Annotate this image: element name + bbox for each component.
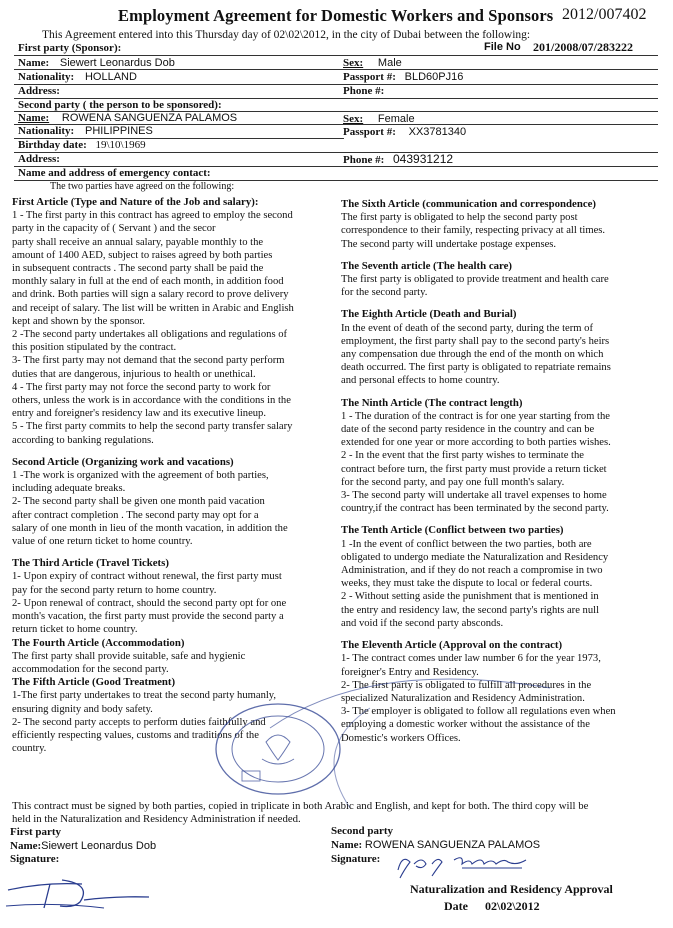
- first-nationality-row: [18, 71, 137, 83]
- article-heading: The Ninth Article (The contract length): [341, 396, 523, 409]
- article-heading: The Tenth Article (Conflict between two parties): [341, 524, 564, 537]
- spacer: [12, 548, 337, 557]
- article-line: after contract completion . The second party may opt for a: [12, 509, 259, 521]
- article-line: Domestic's workers Offices.: [341, 732, 461, 744]
- first-passport-row: [343, 71, 463, 83]
- divider: [14, 69, 658, 70]
- second-name-label: Name:: [18, 112, 50, 124]
- right-articles-column: [341, 198, 671, 745]
- second-signature-label: Signature:: [331, 853, 381, 865]
- second-nationality-value: PHILIPPINES: [84, 125, 153, 137]
- article-line: in subsequent contracts . The second party shall be paid the: [12, 263, 264, 275]
- spacer: [341, 299, 671, 308]
- second-nationality-label: Nationality:: [18, 125, 75, 137]
- second-birthday-label: Birthday date:: [18, 139, 87, 151]
- second-birthday-row: [18, 139, 146, 151]
- article-line: extended for one year or more according to both parties wishes.: [341, 437, 611, 449]
- first-phone-label: Phone #:: [343, 85, 385, 97]
- article-heading: The Eighth Article (Death and Burial): [341, 308, 517, 321]
- article-line: for the second party, and pay one full month's salary.: [341, 476, 565, 488]
- article-line: contract before turn, the first party must provide a return ticket: [341, 463, 607, 475]
- spacer: [12, 447, 337, 456]
- article-line: for the second party.: [341, 287, 428, 299]
- first-passport-value: BLD60PJ16: [404, 71, 464, 83]
- article-line: date of the second party residence in the country and can be: [341, 424, 595, 436]
- first-footer-name-value: Siewert Leonardus Dob: [41, 840, 157, 852]
- footer-note: [12, 800, 672, 826]
- article-line: 1 -The work is organized with the agreement of both parties,: [12, 470, 269, 482]
- article-line: 3- The second party will undertake all travel expenses to home: [341, 490, 607, 502]
- approval-date-value: 02\02\2012: [485, 899, 540, 913]
- second-footer-name-label: Name:: [331, 839, 363, 851]
- article-line: 2- Upon renewal of contract, should the second party opt for one: [12, 597, 287, 609]
- approval-text: Naturalization and Residency Approval: [410, 882, 613, 896]
- first-address-label: Address:: [18, 85, 60, 97]
- article-line: 1 - The duration of the contract is for one year starting from the: [341, 410, 610, 422]
- second-phone-row: [343, 152, 453, 166]
- article-line: this position stipulated by the contract.: [12, 342, 177, 354]
- first-party-heading: First party (Sponsor):: [18, 42, 122, 54]
- second-name-row: [18, 112, 237, 124]
- article-line: 2 -The second party undertakes all obligations and regulations of: [12, 329, 288, 341]
- article-line: weeks, they must take the dispute to local or federal courts.: [341, 578, 593, 590]
- article-line: The first party is obligated to provide treatment and health care: [341, 274, 609, 286]
- article-line: 2 - Without setting aside the punishment that is mentioned in: [341, 591, 599, 603]
- first-party-footer-name: [10, 840, 156, 852]
- article-line: 2- The first party is obligated to fulfill all procedures in the: [341, 679, 592, 691]
- second-birthday-value: 19\10\1969: [95, 139, 146, 151]
- article-line: any compensation due through the end of the month on which: [341, 349, 604, 361]
- document-title: Employment Agreement for Domestic Workers and Sponsors: [118, 6, 554, 25]
- second-passport-value: XX3781340: [408, 126, 467, 138]
- article-line: foreigner's Entry and Residency.: [341, 666, 479, 678]
- article-line: 2- The second party accepts to perform duties faithfully and: [12, 716, 266, 728]
- file-no-label: File No: [484, 41, 521, 53]
- article-line: the entry and residency law, the second party's rights are null: [341, 604, 600, 616]
- article-heading: The Fifth Article (Good Treatment): [12, 676, 176, 689]
- second-footer-name-value: ROWENA SANGUENZA PALAMOS: [364, 839, 541, 851]
- file-no-value: 201/2008/07/283222: [533, 40, 634, 54]
- article-line: employing a domestic worker without the assistance of the: [341, 719, 590, 731]
- first-sex-row: [343, 57, 402, 69]
- second-phone-value: 043931212: [393, 152, 454, 166]
- article-line: duties that are dangerous, injurious to health or unethical.: [12, 368, 256, 380]
- first-name-label: Name:: [18, 57, 50, 69]
- article-heading: Second Article (Organizing work and vacations): [12, 455, 234, 468]
- article-line: 1- The contract comes under law number 6 for the year 1973,: [341, 653, 601, 665]
- divider: [14, 55, 658, 56]
- second-phone-label: Phone #:: [343, 154, 385, 166]
- second-passport-label: Passport #:: [343, 126, 396, 138]
- stamp-outline: [250, 668, 670, 818]
- intro-text: This Agreement entered into this Thursday day of 02\02\2012, in the city of Dubai between the following:: [42, 29, 531, 41]
- article-line: pay for the second party return to home country.: [12, 584, 217, 596]
- article-heading: The Third Article (Travel Tickets): [12, 557, 169, 570]
- article-line: country,if the contract has been terminated by the second party.: [341, 503, 609, 515]
- article-line: others, unless the work is in accordance with the conditions in the: [12, 395, 291, 407]
- article-line: The second party will undertake postage expenses.: [341, 238, 557, 250]
- first-name-value: Siewert Leonardus Dob: [59, 57, 175, 69]
- article-line: ensuring dignity and body safety.: [12, 703, 153, 715]
- second-nationality-row: [18, 125, 153, 137]
- article-line: and receipt of salary. The list will be written in Arabic and English: [12, 302, 294, 314]
- second-sex-label: Sex:: [343, 113, 364, 125]
- article-line: 5 - The first party commits to help the second party transfer salary: [12, 421, 293, 433]
- divider: [14, 152, 658, 153]
- article-line: efficiently respecting values, customs and traditions of the: [12, 729, 259, 741]
- article-line: employment, the first party shall pay to the second party's heirs: [341, 335, 610, 347]
- article-line: In the event of death of the second party, during the term of: [341, 322, 594, 334]
- article-line: 3- The first party may not demand that the second party perform: [12, 355, 285, 367]
- first-party-footer-label: First party: [10, 826, 62, 838]
- first-party-signature: [4, 866, 154, 916]
- second-passport-row: [343, 126, 466, 138]
- article-heading: The Eleventh Article (Approval on the contract): [341, 639, 563, 652]
- article-line: 3- The employer is obligated to follow all regulations even when: [341, 706, 616, 718]
- article-line: kept and shown by the sponsor.: [12, 315, 146, 327]
- spacer: [341, 251, 671, 260]
- article-line: 1-The first party undertakes to treat the second party humanly,: [12, 690, 277, 702]
- article-line: monthly salary in full at the end of each month, in addition food: [12, 276, 284, 288]
- first-sex-label: Sex:: [343, 57, 364, 69]
- article-line: Administration, and if they do not reach a compromise in two: [341, 565, 603, 577]
- article-line: accommodation for the second party.: [12, 663, 169, 675]
- article-line: 2 - In the event that the first party wishes to terminate the: [341, 450, 584, 462]
- article-line: 2- The second party shall be given one month paid vacation: [12, 496, 265, 508]
- first-nationality-label: Nationality:: [18, 71, 75, 83]
- article-line: obligated to undergo mediate the Naturalization and Residency: [341, 551, 609, 563]
- divider: [14, 84, 658, 85]
- article-line: and drink. Both parties will sign a salary record to prove delivery: [12, 289, 289, 301]
- article-line: including adequate breaks.: [12, 483, 126, 495]
- article-line: entry and foreigner's residency law and its executive lineup.: [12, 408, 267, 420]
- article-line: according to banking regulations.: [12, 434, 154, 446]
- first-passport-label: Passport #:: [343, 71, 396, 83]
- spacer: [341, 630, 671, 639]
- emergency-contact-label: Name and address of emergency contact:: [18, 167, 211, 179]
- spacer: [341, 388, 671, 397]
- article-line: specialized Naturalization and Residency Administration.: [341, 692, 585, 704]
- article-line: amount of 1400 AED, subject to raises agreed by both parties: [12, 249, 273, 261]
- article-line: 1 - The first party in this contract has agreed to employ the second: [12, 210, 293, 222]
- article-line: party in the capacity of ( Servant ) and the secor: [12, 223, 216, 235]
- article-line: The first party is obligated to help the second party post: [341, 212, 578, 224]
- article-line: value of one return ticket to home country.: [12, 536, 193, 548]
- agreed-text: The two parties have agreed on the following:: [50, 181, 235, 192]
- article-line: salary of one month in lieu of the month vacation, in addition the: [12, 522, 288, 534]
- first-signature-label: Signature:: [10, 853, 60, 865]
- article-line: 1- Upon expiry of contract without renewal, the first party must: [12, 571, 282, 583]
- footer-line-1: This contract must be signed by both parties, copied in triplicate in both Arabic and English, and kept for both. The third copy will be: [12, 800, 589, 812]
- footer-line-2: held in the Naturalization and Residency Administration if needed.: [12, 813, 301, 825]
- article-line: and personal effects to home country.: [341, 375, 500, 387]
- approval-date: [444, 899, 540, 914]
- second-party-heading: Second party ( the person to be sponsored):: [18, 99, 222, 111]
- article-line: death occurred. The first party is obligated to repatriate remains: [341, 362, 611, 374]
- article-line: party shall receive an annual salary, payable monthly to the: [12, 236, 264, 248]
- article-line: and void if the second party absconds.: [341, 617, 504, 629]
- spacer: [341, 515, 671, 524]
- second-party-signature: [392, 848, 532, 880]
- article-line: return ticket to home country.: [12, 624, 138, 636]
- first-footer-name-label: Name:: [10, 840, 42, 852]
- article-line: The first party shall provide suitable, safe and hygienic: [12, 650, 246, 662]
- article-heading: First Article (Type and Nature of the Job and salary):: [12, 196, 259, 208]
- second-address-label: Address:: [18, 153, 60, 165]
- first-sex-value: Male: [377, 57, 402, 69]
- article-line: country.: [12, 743, 47, 755]
- approval-date-label: Date: [444, 899, 468, 913]
- article-heading: The Fourth Article (Accommodation): [12, 636, 185, 649]
- second-sex-value: Female: [377, 113, 415, 125]
- article-line: month's vacation, the first party must provide the second party a: [12, 611, 284, 623]
- article-heading: The Sixth Article (communication and correspondence): [341, 198, 597, 210]
- article-line: 4 - The first party may not force the second party to work for: [12, 381, 271, 393]
- article-heading: The Seventh article (The health care): [341, 259, 513, 272]
- article-line: correspondence to their family, respecting privacy at all times.: [341, 225, 606, 237]
- document-number: 2012/007402: [562, 6, 647, 23]
- first-nationality-value: HOLLAND: [84, 71, 137, 83]
- second-party-footer-label: Second party: [331, 825, 394, 837]
- second-name-value: ROWENA SANGUENZA PALAMOS: [61, 112, 238, 124]
- article-line: 1 -In the event of conflict between the two parties, both are: [341, 538, 592, 550]
- first-name-row: [18, 57, 175, 69]
